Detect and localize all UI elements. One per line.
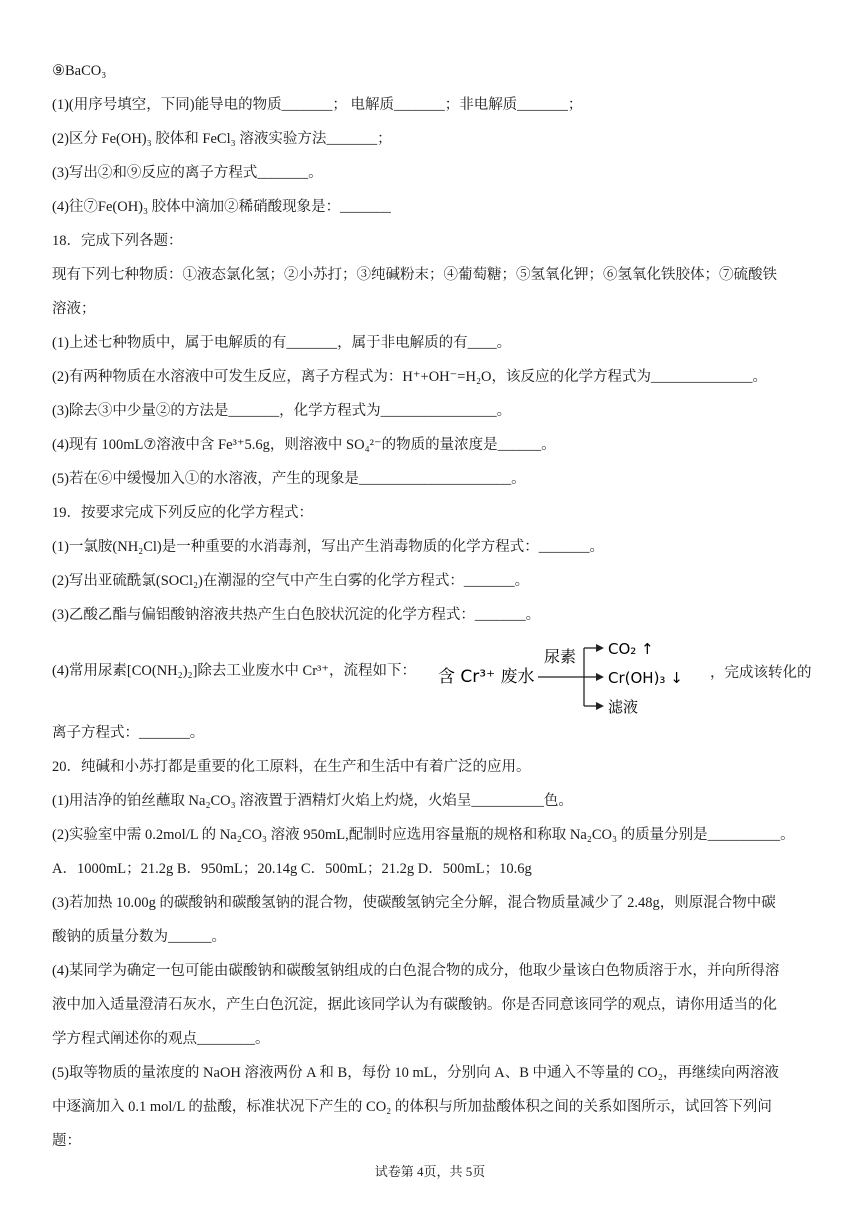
text-line: 离子方程式：_______。 xyxy=(52,725,205,741)
text-line: 溶液； xyxy=(52,301,96,317)
text-line: (3)除去③中少量②的方法是_______，化学方程式为________________。 xyxy=(52,403,512,419)
page-footer: 试卷第 4页，共 5页 xyxy=(374,1164,486,1179)
text-line: (4)常用尿素[CO(NH₂)₂]除去工业废水中 Cr³⁺，流程如下： xyxy=(52,663,417,679)
arrow-icon xyxy=(596,673,604,681)
arrow-icon xyxy=(596,702,604,710)
text-line: (1)上述七种物质中，属于电解质的有_______，属于非电解质的有____。 xyxy=(52,335,512,351)
text-line: (1)一氯胺(NH₂Cl)是一种重要的水消毒剂，写出产生消毒物质的化学方程式：_______。 xyxy=(52,539,605,555)
text-line: 中逐滴加入 0.1 mol/L 的盐酸，标准状况下产生的 CO₂ 的体积与所加盐酸体积之间的关系如图所示，试回答下列问 xyxy=(52,1099,772,1115)
text-line: A．1000mL；21.2g B．950mL；20.14g C．500mL；21.2g D．500mL；10.6g xyxy=(52,861,532,877)
text-line: (4)往⑦Fe(OH)₃ 胶体中滴加②稀硝酸现象是：_______ xyxy=(52,199,391,215)
flow-reagent-label: 尿素 xyxy=(544,647,577,666)
text-line: (5)取等物质的量浓度的 NaOH 溶液两份 A 和 B，每份 10 mL，分别向 A、B 中通入不等量的 CO₂，再继续向两溶液 xyxy=(52,1065,779,1081)
text-line: 酸钠的质量分数为______。 xyxy=(52,929,226,945)
text-line: 液中加入适量澄清石灰水，产生白色沉淀，据此该同学认为有碳酸钠。你是否同意该同学的观点，请你用适当的化 xyxy=(52,997,777,1013)
flow-product-co2: CO₂ ↑ xyxy=(608,640,654,658)
text-line: (3)乙酸乙酯与偏铝酸钠溶液共热产生白色胶状沉淀的化学方程式：_______。 xyxy=(52,607,541,623)
flow-tail-text: ，完成该转化的 xyxy=(710,665,812,681)
text-line: (3)若加热 10.00g 的碳酸钠和碳酸氢钠的混合物，使碳酸氢钠完全分解，混合物质量减少了 2.48g，则原混合物中碳 xyxy=(52,895,776,911)
text-line: (5)若在⑥中缓慢加入①的水溶液，产生的现象是_____________________。 xyxy=(52,471,526,487)
text-line: (2)实验室中需 0.2mol/L 的 Na₂CO₃ 溶液 950mL,配制时应选用容量瓶的规格和称取 Na₂CO₃ 的质量分别是__________。 xyxy=(52,827,795,843)
text-line: 18．完成下列各题： xyxy=(52,233,183,249)
text-line: (2)写出亚硫酰氯(SOCl₂)在潮湿的空气中产生白雾的化学方程式：_______。 xyxy=(52,573,530,589)
text-line: (4)某同学为确定一包可能由碳酸钠和碳酸氢钠组成的白色混合物的成分，他取少量该白色物质溶于水，并向所得溶 xyxy=(52,963,780,979)
process-flow-diagram xyxy=(436,640,696,714)
arrow-icon xyxy=(596,644,604,652)
text-line: (4)现有 100mL⑦溶液中含 Fe³⁺5.6g，则溶液中 SO₄²⁻的物质的量浓度是______。 xyxy=(52,437,556,453)
text-line: (3)写出②和⑨反应的离子方程式_______。 xyxy=(52,165,323,181)
text-line: 19．按要求完成下列反应的化学方程式： xyxy=(52,505,313,521)
text-line: (2)有两种物质在水溶液中可发生反应，离子方程式为：H⁺+OH⁻=H₂O，该反应的化学方程式为______________。 xyxy=(52,369,767,385)
flow-product-croh3: Cr(OH)₃ ↓ xyxy=(608,669,683,687)
text-line: (1)用洁净的铂丝蘸取 Na₂CO₃ 溶液置于酒精灯火焰上灼烧，火焰呈__________色。 xyxy=(52,793,573,809)
text-line: 学方程式阐述你的观点________。 xyxy=(52,1031,270,1047)
text-line: 题： xyxy=(52,1133,81,1149)
text-line: 现有下列七种物质：①液态氯化氢；②小苏打；③纯碱粉末；④葡萄糖；⑤氢氧化钾；⑥氢氧化铁胶体；⑦硫酸铁 xyxy=(52,267,777,283)
flow-product-filtrate: 滤液 xyxy=(608,698,639,714)
flow-source-label: 含 Cr³⁺ 废水 xyxy=(438,667,535,687)
text-line: (1)(用序号填空，下同)能导电的物质_______； 电解质_______；非电解质_______； xyxy=(52,97,583,113)
text-line: ⑨BaCO₃ xyxy=(52,63,107,79)
text-line: 20．纯碱和小苏打都是重要的化工原料，在生产和生活中有着广泛的应用。 xyxy=(52,759,531,775)
text-line: (2)区分 Fe(OH)₃ 胶体和 FeCl₃ 溶液实验方法_______； xyxy=(52,131,392,147)
